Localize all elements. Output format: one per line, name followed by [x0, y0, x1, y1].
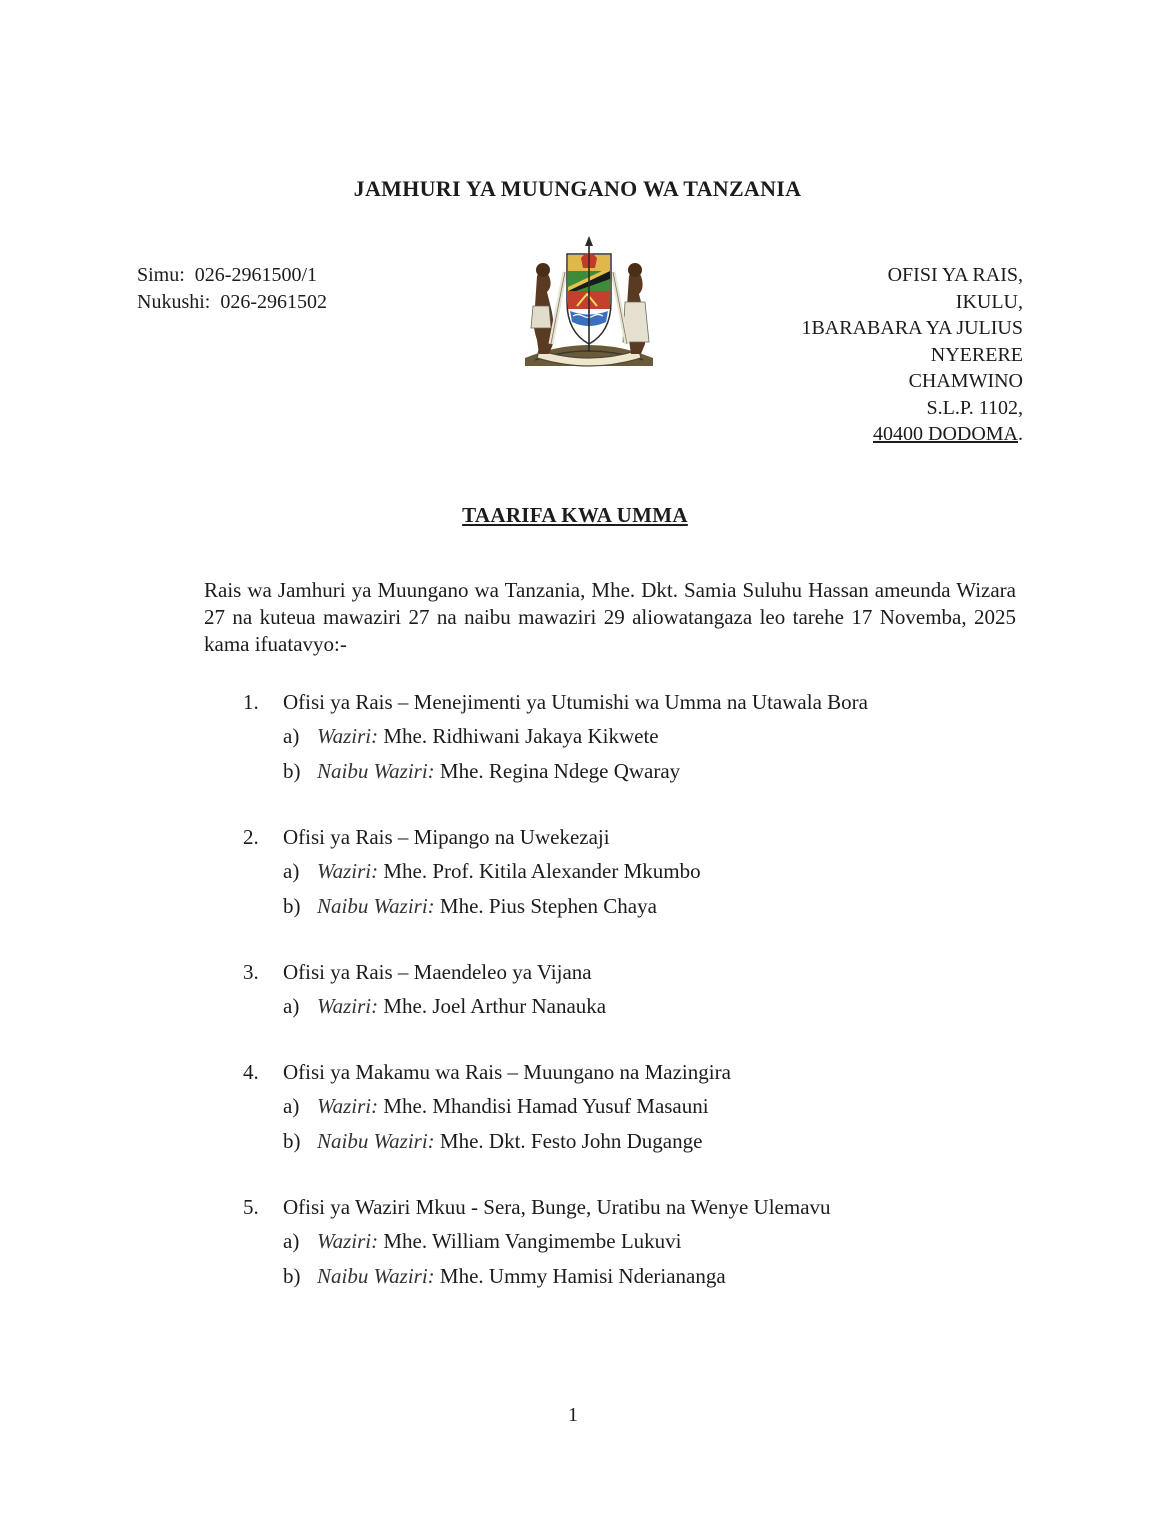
address-line-last [801, 421, 1023, 448]
appointee-role: Waziri: [317, 994, 379, 1018]
appointee-letter: b) [283, 1129, 301, 1153]
address-line: CHAMWINO [908, 370, 1023, 392]
appointee-role: Naibu Waziri: [317, 894, 435, 918]
appointee-name: Mhe. Ummy Hamisi Nderiananga [439, 1264, 726, 1288]
appointee-row [243, 989, 1023, 1024]
appointee-row [243, 1089, 1023, 1124]
ministry-item [243, 955, 1023, 1024]
address-line: 1BARABARA YA JULIUS [801, 317, 1023, 339]
appointee-name: Mhe. Ridhiwani Jakaya Kikwete [383, 724, 659, 748]
ministry-name: Ofisi ya Rais – Mipango na Uwekezaji [283, 825, 610, 849]
fax-label: Nukushi: [137, 291, 211, 313]
appointee-name: Mhe. Joel Arthur Nanauka [383, 994, 607, 1018]
appointee-name: Mhe. Regina Ndege Qwaray [439, 759, 681, 783]
appointee-row [243, 1259, 1023, 1294]
appointee-name: Mhe. Mhandisi Hamad Yusuf Masauni [383, 1094, 709, 1118]
ministry-heading [243, 1055, 1023, 1089]
appointee-role: Waziri: [317, 859, 379, 883]
ministry-name: Ofisi ya Rais – Maendeleo ya Vijana [283, 960, 592, 984]
ministry-list [243, 685, 1023, 1325]
address-line: S.L.P. 1102, [926, 396, 1023, 419]
ministry-number: 4. [243, 1060, 259, 1084]
fax-number: 026-2961502 [220, 291, 328, 313]
appointee-row [243, 719, 1023, 754]
address-line: NYERERE [930, 343, 1023, 366]
appointee-name: Mhe. William Vangimembe Lukuvi [383, 1229, 682, 1253]
postal-code-city: 40400 DODOMA [873, 423, 1018, 445]
phone-number: 026-2961500/1 [194, 264, 318, 286]
appointee-letter: b) [283, 759, 301, 783]
ministry-number: 3. [243, 960, 259, 984]
notice-title: TAARIFA KWA UMMA [462, 503, 688, 527]
appointee-role: Naibu Waziri: [317, 1264, 435, 1288]
phone-label: Simu: [137, 264, 185, 286]
ministry-heading [243, 685, 1023, 719]
ministry-name: Ofisi ya Makamu wa Rais – Muungano na Mazingira [283, 1060, 731, 1084]
appointee-letter: a) [283, 994, 300, 1018]
ministry-number: 1. [243, 690, 259, 714]
address-punct: . [1018, 423, 1023, 445]
contact-block [137, 262, 327, 316]
appointee-row [243, 889, 1023, 924]
address-line: OFISI YA RAIS, [887, 264, 1023, 286]
appointee-row [243, 754, 1023, 789]
appointee-letter: a) [283, 859, 300, 883]
appointee-letter: b) [283, 1264, 301, 1288]
appointee-name: Mhe. Pius Stephen Chaya [439, 894, 657, 918]
ministry-heading [243, 1190, 1023, 1224]
ministry-item [243, 1055, 1023, 1159]
appointee-name: Mhe. Dkt. Festo John Dugange [439, 1129, 703, 1153]
address-block [801, 262, 1023, 448]
appointee-letter: a) [283, 724, 300, 748]
intro-paragraph: Rais wa Jamhuri ya Muungano wa Tanzania, Mhe. Dkt. Samia Suluhu Hassan ameunda Wizara 27 na kuteua mawaziri 27 na naibu mawaziri 29 aliowatangaza leo tarehe 17 Novemba, 2025 kama ifuatavyo:- [204, 578, 1016, 656]
ministry-item [243, 1190, 1023, 1294]
appointee-row [243, 854, 1023, 889]
ministry-number: 2. [243, 825, 259, 849]
appointee-letter: a) [283, 1229, 300, 1253]
ministry-heading [243, 820, 1023, 854]
country-heading: JAMHURI YA MUUNGANO WA TANZANIA [353, 176, 802, 201]
appointee-role: Waziri: [317, 724, 379, 748]
appointee-row [243, 1224, 1023, 1259]
appointee-role: Naibu Waziri: [317, 1129, 435, 1153]
page-number: 1 [568, 1404, 578, 1426]
ministry-name: Ofisi ya Rais – Menejimenti ya Utumishi wa Umma na Utawala Bora [283, 690, 868, 714]
appointee-role: Waziri: [317, 1094, 379, 1118]
address-line: IKULU, [955, 290, 1023, 313]
phone-row [137, 262, 327, 289]
appointee-role: Naibu Waziri: [317, 759, 435, 783]
ministry-number: 5. [243, 1195, 259, 1219]
ministry-heading [243, 955, 1023, 989]
appointee-role: Waziri: [317, 1229, 379, 1253]
ministry-item [243, 820, 1023, 924]
appointee-name: Mhe. Prof. Kitila Alexander Mkumbo [383, 859, 701, 883]
ministry-name: Ofisi ya Waziri Mkuu - Sera, Bunge, Uratibu na Wenye Ulemavu [283, 1195, 831, 1219]
fax-row [137, 289, 327, 316]
ministry-item [243, 685, 1023, 789]
coat-of-arms-icon [515, 232, 663, 372]
appointee-row [243, 1124, 1023, 1159]
appointee-letter: b) [283, 894, 301, 918]
appointee-letter: a) [283, 1094, 300, 1118]
